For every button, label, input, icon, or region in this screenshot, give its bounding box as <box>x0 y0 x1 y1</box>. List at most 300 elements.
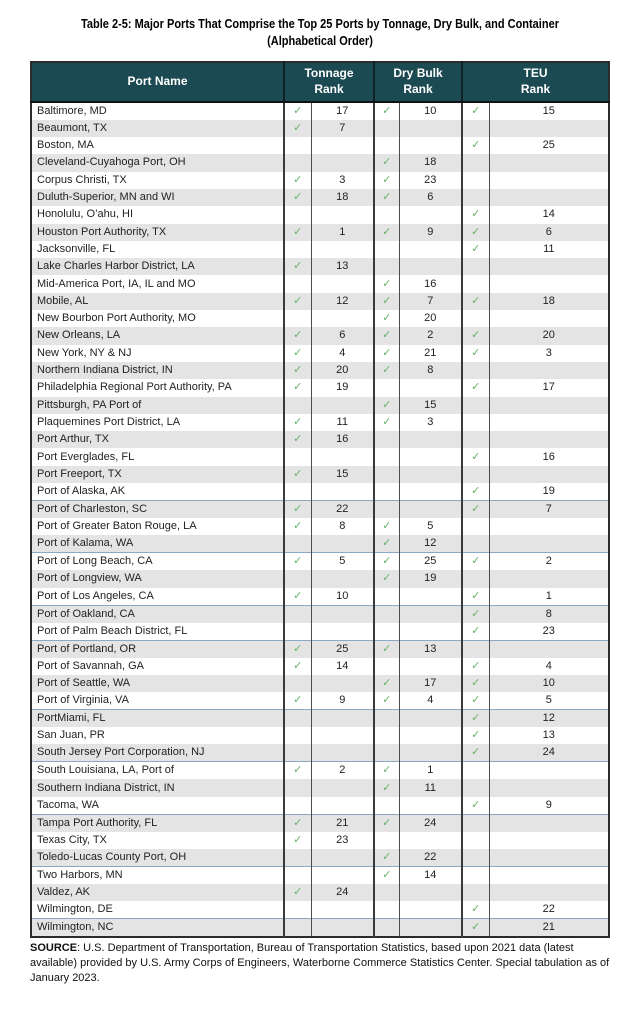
teu <box>462 849 489 867</box>
table-row <box>31 500 609 518</box>
table-row <box>31 692 609 710</box>
port-name-cell: Port of Alaska, AK <box>37 484 126 497</box>
teu-rank-cell <box>489 849 609 867</box>
table-row <box>31 553 609 571</box>
table-row <box>31 744 609 762</box>
tonnage-rank-cell <box>311 797 374 815</box>
dry-bulk <box>374 832 399 849</box>
table-row <box>31 814 609 832</box>
port-name-cell: Tacoma, WA <box>37 798 99 811</box>
teu-rank-cell <box>489 814 609 832</box>
port-name-cell: Port of Seattle, WA <box>31 675 284 692</box>
dry-bulk-rank-cell <box>399 466 462 483</box>
dry-bulk-check-icon: ✓ <box>374 102 399 120</box>
tonnage-check-icon: ✓ <box>284 884 311 901</box>
tonnage <box>284 241 311 258</box>
tonnage-rank-cell: 24 <box>311 884 374 901</box>
dry-bulk <box>374 588 399 606</box>
source-text: : U.S. Department of Transportation, Bureau of Transportation Statistics, based upon 2021 data (latest available) provided by U.S. Army Corps of Engineers, Waterborne Commerce Statistics Center. Special tabulation as of January 2023. <box>30 942 610 984</box>
teu-rank-cell <box>489 466 609 483</box>
dry-bulk-check-icon: ✓ <box>374 414 399 431</box>
tonnage <box>284 570 311 587</box>
tonnage <box>284 867 311 885</box>
dry-bulk-header-line1: Dry Bulk <box>393 66 443 81</box>
tonnage-rank-cell: 18 <box>311 189 374 206</box>
tonnage-check-icon: ✓ <box>284 640 311 658</box>
table-row <box>31 431 609 448</box>
tonnage-check-icon: ✓ <box>284 102 311 120</box>
teu <box>462 154 489 171</box>
port-name-cell: Mobile, AL <box>31 293 284 310</box>
dry-bulk-check-icon: ✓ <box>374 779 399 796</box>
teu <box>462 535 489 553</box>
tonnage-rank-cell: 22 <box>311 500 374 518</box>
teu-rank-cell: 1 <box>489 588 609 606</box>
port-name-cell: Port of Los Angeles, CA <box>37 589 154 602</box>
tonnage-rank-cell <box>311 483 374 501</box>
dry-bulk-check-icon: ✓ <box>374 189 399 206</box>
tonnage-rank-cell: 4 <box>311 345 374 362</box>
tonnage-rank-cell: 25 <box>311 640 374 658</box>
dry-bulk <box>374 466 399 483</box>
tonnage <box>284 779 311 796</box>
teu <box>462 867 489 885</box>
table-row <box>31 120 609 137</box>
table-row <box>31 623 609 641</box>
teu-rank-cell <box>489 518 609 535</box>
tonnage-check-icon: ✓ <box>284 431 311 448</box>
teu-rank-cell <box>489 120 609 137</box>
dry-bulk-check-icon: ✓ <box>374 570 399 587</box>
table-header <box>31 62 609 102</box>
table-row <box>31 189 609 206</box>
tonnage <box>284 710 311 728</box>
tonnage-rank-cell: 13 <box>311 258 374 275</box>
dry-bulk-rank-cell: 3 <box>399 414 462 431</box>
port-name-cell: Mid-America Port, IA, IL and MO <box>37 277 196 290</box>
dry-bulk-check-icon: ✓ <box>374 172 399 189</box>
teu <box>462 310 489 327</box>
teu-rank-cell: 20 <box>489 327 609 344</box>
tonnage-rank-cell: 23 <box>311 832 374 849</box>
dry-bulk <box>374 431 399 448</box>
port-name-cell: Baltimore, MD <box>37 104 107 117</box>
table-row <box>31 640 609 658</box>
dry-bulk-check-icon: ✓ <box>374 362 399 379</box>
teu-check-icon: ✓ <box>462 588 489 606</box>
table-title <box>38 16 601 50</box>
col-header-teu-rank <box>462 62 609 102</box>
dry-bulk <box>374 658 399 675</box>
teu-rank-cell <box>489 258 609 275</box>
table-title-line1: Table 2-5: Major Ports That Comprise the Top 25 Ports by Tonnage, Dry Bulk, and Container <box>81 17 559 31</box>
dry-bulk-check-icon: ✓ <box>374 275 399 292</box>
dry-bulk <box>374 137 399 154</box>
dry-bulk-rank-cell: 10 <box>399 102 462 120</box>
port-name-cell: Jacksonville, FL <box>37 242 116 255</box>
teu-rank-cell: 7 <box>489 500 609 518</box>
port-name-cell: Wilmington, DE <box>37 903 113 916</box>
teu-rank-cell: 11 <box>489 241 609 258</box>
teu-header-line1: TEU <box>523 66 548 81</box>
tonnage-rank-cell: 1 <box>311 224 374 241</box>
teu <box>462 275 489 292</box>
table-row <box>31 448 609 465</box>
tonnage-rank-cell <box>311 137 374 154</box>
tonnage-rank-cell: 7 <box>311 120 374 137</box>
teu-check-icon: ✓ <box>462 327 489 344</box>
dry-bulk <box>374 483 399 501</box>
teu-rank-cell <box>489 867 609 885</box>
tonnage <box>284 206 311 223</box>
dry-bulk-rank-cell: 12 <box>399 535 462 553</box>
dry-bulk-check-icon: ✓ <box>374 518 399 535</box>
table-row <box>31 658 609 675</box>
table-row <box>31 832 609 849</box>
source-label: SOURCE <box>30 942 78 955</box>
tonnage <box>284 675 311 692</box>
tonnage-rank-cell: 11 <box>311 414 374 431</box>
table-row <box>31 397 609 414</box>
port-name-cell: Port of Portland, OR <box>31 640 284 658</box>
teu-check-icon: ✓ <box>462 483 489 501</box>
tonnage <box>284 397 311 414</box>
port-name-cell: Port of Charleston, SC <box>31 500 284 518</box>
dry-bulk-check-icon: ✓ <box>374 154 399 171</box>
tonnage <box>284 535 311 553</box>
tonnage-rank-cell <box>311 310 374 327</box>
table-row <box>31 605 609 623</box>
teu-rank-cell <box>489 779 609 796</box>
tonnage <box>284 744 311 762</box>
teu <box>462 362 489 379</box>
dry-bulk <box>374 710 399 728</box>
dry-bulk-rank-cell: 5 <box>399 518 462 535</box>
teu-check-icon: ✓ <box>462 448 489 465</box>
port-name-cell: Port of Oakland, CA <box>31 605 284 623</box>
dry-bulk <box>374 797 399 815</box>
teu-rank-cell <box>489 640 609 658</box>
dry-bulk <box>374 727 399 744</box>
teu-rank-cell: 12 <box>489 710 609 728</box>
table-row <box>31 919 609 938</box>
dry-bulk-rank-cell: 21 <box>399 345 462 362</box>
table-row <box>31 849 609 867</box>
port-name-cell: Texas City, TX <box>37 833 107 846</box>
teu-check-icon: ✓ <box>462 658 489 675</box>
dry-bulk-rank-cell: 22 <box>399 849 462 867</box>
teu-rank-cell: 23 <box>489 623 609 641</box>
dry-bulk-rank-cell: 8 <box>399 362 462 379</box>
teu-check-icon: ✓ <box>462 605 489 623</box>
teu-rank-cell: 15 <box>489 102 609 120</box>
table-row <box>31 224 609 241</box>
tonnage-rank-cell <box>311 241 374 258</box>
dry-bulk <box>374 605 399 623</box>
tonnage-check-icon: ✓ <box>284 362 311 379</box>
teu-rank-cell: 3 <box>489 345 609 362</box>
dry-bulk-check-icon: ✓ <box>374 692 399 710</box>
dry-bulk <box>374 241 399 258</box>
dry-bulk-rank-cell: 1 <box>399 762 462 780</box>
dry-bulk-rank-cell <box>399 588 462 606</box>
dry-bulk-rank-cell <box>399 258 462 275</box>
tonnage-check-icon: ✓ <box>284 553 311 571</box>
teu-rank-cell: 2 <box>489 553 609 571</box>
teu-rank-cell: 22 <box>489 901 609 919</box>
teu-check-icon: ✓ <box>462 241 489 258</box>
tonnage-rank-cell <box>311 901 374 919</box>
port-name-header-label: Port Name <box>127 73 188 88</box>
table-row <box>31 172 609 189</box>
teu <box>462 466 489 483</box>
dry-bulk <box>374 623 399 641</box>
teu-rank-cell <box>489 189 609 206</box>
port-name-cell: Tampa Port Authority, FL <box>31 814 284 832</box>
tonnage <box>284 919 311 938</box>
table-row <box>31 293 609 310</box>
teu-rank-cell: 10 <box>489 675 609 692</box>
teu-check-icon: ✓ <box>462 553 489 571</box>
dry-bulk-rank-cell: 25 <box>399 553 462 571</box>
port-name-cell: Port Freeport, TX <box>31 466 284 483</box>
table-row <box>31 797 609 815</box>
port-name-cell: Boston, MA <box>37 139 94 152</box>
tonnage-rank-cell <box>311 675 374 692</box>
tonnage-rank-cell <box>311 623 374 641</box>
tonnage-rank-cell: 19 <box>311 379 374 396</box>
dry-bulk-check-icon: ✓ <box>374 640 399 658</box>
tonnage-rank-cell <box>311 275 374 292</box>
port-name-cell: Duluth-Superior, MN and WI <box>31 189 284 206</box>
teu-rank-cell: 21 <box>489 919 609 938</box>
teu-rank-cell: 14 <box>489 206 609 223</box>
teu-check-icon: ✓ <box>462 744 489 762</box>
table-row <box>31 518 609 535</box>
tonnage-check-icon: ✓ <box>284 293 311 310</box>
table-row <box>31 362 609 379</box>
table-row <box>31 414 609 431</box>
tonnage-check-icon: ✓ <box>284 189 311 206</box>
teu-rank-cell: 9 <box>489 797 609 815</box>
teu-check-icon: ✓ <box>462 345 489 362</box>
table-row <box>31 483 609 501</box>
teu-rank-cell <box>489 172 609 189</box>
tonnage <box>284 448 311 465</box>
dry-bulk-rank-cell: 6 <box>399 189 462 206</box>
ports-table-body <box>31 102 609 938</box>
teu <box>462 189 489 206</box>
tonnage <box>284 137 311 154</box>
dry-bulk-rank-cell: 11 <box>399 779 462 796</box>
table-row <box>31 867 609 885</box>
table-row <box>31 327 609 344</box>
tonnage-check-icon: ✓ <box>284 224 311 241</box>
tonnage-check-icon: ✓ <box>284 414 311 431</box>
dry-bulk-rank-cell <box>399 832 462 849</box>
dry-bulk-check-icon: ✓ <box>374 327 399 344</box>
dry-bulk-rank-cell: 15 <box>399 397 462 414</box>
port-name-cell: Toledo-Lucas County Port, OH <box>31 849 284 867</box>
dry-bulk-rank-cell <box>399 797 462 815</box>
dry-bulk-rank-cell <box>399 241 462 258</box>
dry-bulk-rank-cell <box>399 727 462 744</box>
dry-bulk <box>374 919 399 938</box>
table-row <box>31 154 609 171</box>
dry-bulk-check-icon: ✓ <box>374 310 399 327</box>
port-name-cell: Plaquemines Port District, LA <box>37 415 181 428</box>
teu-check-icon: ✓ <box>462 675 489 692</box>
tonnage-rank-cell <box>311 779 374 796</box>
tonnage <box>284 727 311 744</box>
table-row <box>31 102 609 120</box>
dry-bulk-rank-cell <box>399 431 462 448</box>
table-row <box>31 901 609 919</box>
tonnage <box>284 154 311 171</box>
port-name-cell: Port Everglades, FL <box>37 450 135 463</box>
tonnage-header-line2: Rank <box>314 81 344 96</box>
port-name-cell: Valdez, AK <box>31 884 284 901</box>
port-name-cell: Port of Longview, WA <box>31 570 284 587</box>
dry-bulk-rank-cell: 18 <box>399 154 462 171</box>
dry-bulk-check-icon: ✓ <box>374 762 399 780</box>
table-row <box>31 710 609 728</box>
table-row <box>31 466 609 483</box>
teu-rank-cell: 5 <box>489 692 609 710</box>
tonnage <box>284 623 311 641</box>
teu-rank-cell: 17 <box>489 379 609 396</box>
teu-rank-cell: 13 <box>489 727 609 744</box>
teu-rank-cell: 19 <box>489 483 609 501</box>
tonnage-check-icon: ✓ <box>284 466 311 483</box>
tonnage-rank-cell <box>311 154 374 171</box>
teu-rank-cell: 18 <box>489 293 609 310</box>
dry-bulk-check-icon: ✓ <box>374 397 399 414</box>
tonnage-rank-cell: 12 <box>311 293 374 310</box>
teu-rank-cell <box>489 535 609 553</box>
port-name-cell: New Orleans, LA <box>31 327 284 344</box>
port-name-cell: Port of Savannah, GA <box>37 659 145 672</box>
dry-bulk-check-icon: ✓ <box>374 849 399 867</box>
tonnage-rank-cell <box>311 867 374 885</box>
tonnage-rank-cell: 20 <box>311 362 374 379</box>
teu-rank-cell: 16 <box>489 448 609 465</box>
teu-check-icon: ✓ <box>462 919 489 938</box>
port-name-cell: Port of Virginia, VA <box>37 694 129 707</box>
table-row <box>31 241 609 258</box>
teu-rank-cell <box>489 762 609 780</box>
table-row <box>31 379 609 396</box>
tonnage-check-icon: ✓ <box>284 762 311 780</box>
dry-bulk-rank-cell: 14 <box>399 867 462 885</box>
dry-bulk-check-icon: ✓ <box>374 535 399 553</box>
table-row <box>31 727 609 744</box>
tonnage-rank-cell <box>311 919 374 938</box>
source-note <box>30 941 610 985</box>
port-name-cell: New Bourbon Port Authority, MO <box>37 312 196 325</box>
tonnage-rank-cell: 16 <box>311 431 374 448</box>
tonnage-check-icon: ✓ <box>284 379 311 396</box>
col-header-port-name <box>31 62 284 102</box>
port-name-cell: Houston Port Authority, TX <box>31 224 284 241</box>
ports-table <box>30 61 610 939</box>
table-row <box>31 275 609 292</box>
teu <box>462 414 489 431</box>
col-header-tonnage-rank <box>284 62 374 102</box>
tonnage <box>284 849 311 867</box>
port-name-cell: Northern Indiana District, IN <box>31 362 284 379</box>
dry-bulk-rank-cell <box>399 500 462 518</box>
dry-bulk-rank-cell <box>399 919 462 938</box>
table-row <box>31 206 609 223</box>
tonnage-rank-cell <box>311 206 374 223</box>
dry-bulk-check-icon: ✓ <box>374 345 399 362</box>
dry-bulk-rank-cell <box>399 120 462 137</box>
teu <box>462 762 489 780</box>
tonnage-rank-cell <box>311 570 374 587</box>
table-row <box>31 535 609 553</box>
tonnage-rank-cell: 6 <box>311 327 374 344</box>
teu <box>462 431 489 448</box>
tonnage <box>284 605 311 623</box>
dry-bulk-rank-cell: 19 <box>399 570 462 587</box>
teu-rank-cell: 4 <box>489 658 609 675</box>
port-name-cell: San Juan, PR <box>37 729 105 742</box>
port-name-cell: Philadelphia Regional Port Authority, PA <box>37 381 232 394</box>
teu <box>462 397 489 414</box>
dry-bulk-rank-cell <box>399 137 462 154</box>
table-row <box>31 570 609 587</box>
dry-bulk-rank-cell <box>399 744 462 762</box>
teu <box>462 570 489 587</box>
dry-bulk-rank-cell: 13 <box>399 640 462 658</box>
dry-bulk <box>374 744 399 762</box>
dry-bulk-rank-cell: 17 <box>399 675 462 692</box>
teu-check-icon: ✓ <box>462 206 489 223</box>
dry-bulk <box>374 258 399 275</box>
teu <box>462 258 489 275</box>
tonnage-rank-cell: 10 <box>311 588 374 606</box>
tonnage-rank-cell: 14 <box>311 658 374 675</box>
dry-bulk-rank-cell: 7 <box>399 293 462 310</box>
dry-bulk-check-icon: ✓ <box>374 675 399 692</box>
port-name-cell: Southern Indiana District, IN <box>31 779 284 796</box>
dry-bulk-check-icon: ✓ <box>374 224 399 241</box>
tonnage-check-icon: ✓ <box>284 832 311 849</box>
dry-bulk <box>374 120 399 137</box>
port-name-cell: Port of Palm Beach District, FL <box>37 624 188 637</box>
dry-bulk-rank-cell <box>399 623 462 641</box>
port-name-cell: South Jersey Port Corporation, NJ <box>31 744 284 762</box>
dry-bulk-rank-cell <box>399 605 462 623</box>
teu <box>462 832 489 849</box>
dry-bulk-rank-cell <box>399 710 462 728</box>
table-row <box>31 588 609 606</box>
teu-rank-cell <box>489 362 609 379</box>
tonnage-check-icon: ✓ <box>284 500 311 518</box>
teu-rank-cell: 24 <box>489 744 609 762</box>
tonnage-rank-cell <box>311 397 374 414</box>
dry-bulk <box>374 884 399 901</box>
port-name-cell: South Louisiana, LA, Port of <box>31 762 284 780</box>
dry-bulk-check-icon: ✓ <box>374 814 399 832</box>
header-row <box>31 62 609 102</box>
table-row <box>31 310 609 327</box>
tonnage-rank-cell: 17 <box>311 102 374 120</box>
teu-rank-cell <box>489 310 609 327</box>
teu-check-icon: ✓ <box>462 102 489 120</box>
port-name-cell: Cleveland-Cuyahoga Port, OH <box>31 154 284 171</box>
